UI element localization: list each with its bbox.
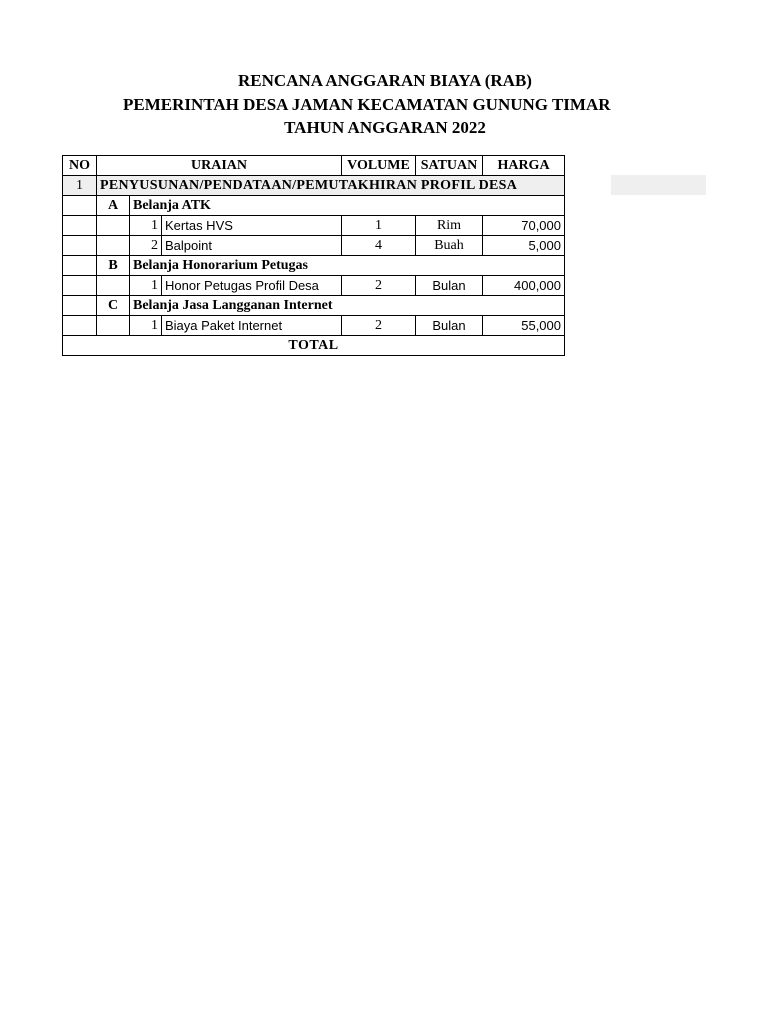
group-label: Belanja ATK bbox=[130, 196, 565, 216]
empty-cell bbox=[63, 196, 97, 216]
header-no: NO bbox=[63, 156, 97, 176]
empty-cell bbox=[63, 276, 97, 296]
empty-cell bbox=[97, 236, 130, 256]
item-uraian: Kertas HVS bbox=[162, 216, 342, 236]
header-volume: VOLUME bbox=[342, 156, 416, 176]
item-volume: 2 bbox=[342, 276, 416, 296]
group-code: A bbox=[97, 196, 130, 216]
item-harga: 5,000 bbox=[483, 236, 565, 256]
header-harga: HARGA bbox=[483, 156, 565, 176]
section-row-shading bbox=[611, 175, 706, 195]
item-volume: 4 bbox=[342, 236, 416, 256]
group-row bbox=[63, 256, 565, 276]
document-title: RENCANA ANGGARAN BIAYA (RAB) bbox=[238, 71, 532, 90]
item-volume: 1 bbox=[342, 216, 416, 236]
table-row bbox=[63, 216, 565, 236]
item-satuan: Bulan bbox=[416, 276, 483, 296]
item-satuan: Buah bbox=[416, 236, 483, 256]
table-row bbox=[63, 276, 565, 296]
empty-cell bbox=[63, 316, 97, 336]
item-volume: 2 bbox=[342, 316, 416, 336]
table-header-row bbox=[63, 156, 565, 176]
item-satuan: Bulan bbox=[416, 316, 483, 336]
group-row bbox=[63, 296, 565, 316]
table-row bbox=[63, 316, 565, 336]
item-harga: 55,000 bbox=[483, 316, 565, 336]
budget-table bbox=[62, 155, 565, 356]
item-satuan: Rim bbox=[416, 216, 483, 236]
group-code: C bbox=[97, 296, 130, 316]
group-label: Belanja Jasa Langganan Internet bbox=[130, 296, 565, 316]
empty-cell bbox=[97, 276, 130, 296]
empty-cell bbox=[63, 256, 97, 276]
total-label: TOTAL bbox=[63, 336, 565, 356]
total-row bbox=[63, 336, 565, 356]
item-no: 1 bbox=[130, 216, 162, 236]
section-label: PENYUSUNAN/PENDATAAN/PEMUTAKHIRAN PROFIL DESA bbox=[97, 176, 565, 196]
document-subtitle-institution: PEMERINTAH DESA JAMAN KECAMATAN GUNUNG TIMAR bbox=[123, 95, 611, 114]
empty-cell bbox=[97, 216, 130, 236]
item-no: 1 bbox=[130, 316, 162, 336]
empty-cell bbox=[63, 296, 97, 316]
section-no: 1 bbox=[63, 176, 97, 196]
item-no: 1 bbox=[130, 276, 162, 296]
item-uraian: Honor Petugas Profil Desa bbox=[162, 276, 342, 296]
header-satuan: SATUAN bbox=[416, 156, 483, 176]
section-row bbox=[63, 176, 565, 196]
header-uraian: URAIAN bbox=[97, 156, 342, 176]
group-code: B bbox=[97, 256, 130, 276]
group-row bbox=[63, 196, 565, 216]
item-uraian: Balpoint bbox=[162, 236, 342, 256]
empty-cell bbox=[63, 216, 97, 236]
document-subtitle-year: TAHUN ANGGARAN 2022 bbox=[284, 118, 486, 137]
item-harga: 70,000 bbox=[483, 216, 565, 236]
group-label: Belanja Honorarium Petugas bbox=[130, 256, 565, 276]
item-harga: 400,000 bbox=[483, 276, 565, 296]
item-uraian: Biaya Paket Internet bbox=[162, 316, 342, 336]
empty-cell bbox=[63, 236, 97, 256]
table-row bbox=[63, 236, 565, 256]
empty-cell bbox=[97, 316, 130, 336]
item-no: 2 bbox=[130, 236, 162, 256]
